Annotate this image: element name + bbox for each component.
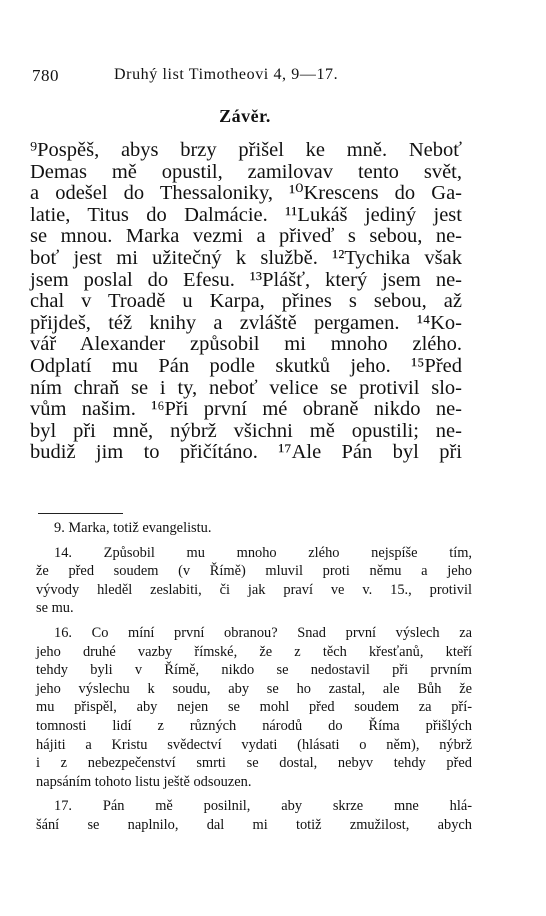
footnote-line: tehdy byli v Římě, nikdo se nedostavil při prvním xyxy=(36,662,472,679)
body-line: se mnou. Marka vezmi a přiveď s sebou, ne- xyxy=(30,225,462,248)
footnote-line: napsáním tohoto listu ještě odsouzen. xyxy=(36,773,252,790)
body-line: ním chraň se i ty, neboť velice se protivil slo- xyxy=(30,376,462,399)
footnote-line: jeho výslechu k soudu, aby se ho zastal, ale Bůh že xyxy=(36,680,472,697)
body-line: vář Alexander způsobil mi mnoho zlého. xyxy=(30,333,462,356)
body-line: budiž jim to přičítáno. ¹⁷Ale Pán byl při xyxy=(30,441,462,464)
footnote-line: vývody hleděl zeslabiti, či jak praví ve v. 15., protivil xyxy=(36,581,472,598)
footnote-line: 14. Způsobil mu mnoho zlého nejspíše tím, xyxy=(54,544,472,561)
page-header xyxy=(32,66,472,90)
footnote-line: že před soudem (v Římě) mluvil proti němu a jeho xyxy=(36,563,472,580)
footnote-separator xyxy=(38,513,123,514)
footnote-9 xyxy=(36,519,472,538)
body-line: chal v Troadě u Karpa, přines s sebou, až xyxy=(30,290,462,313)
footnote-line: 17. Pán mě posilnil, aby skrze mne hlá- xyxy=(54,798,472,815)
footnote-line: tomnosti lidí z různých národů do Říma přišlých xyxy=(36,717,472,734)
body-line: byl při mně, nýbrž všichni mě opustili; ne- xyxy=(30,419,462,442)
footnote-line: 16. Co míní první obranou? Snad první výslech za xyxy=(54,624,472,641)
footnotes xyxy=(36,519,472,841)
body-line: boť jest mi užitečný k službě. ¹²Tychika však xyxy=(30,246,462,269)
page-number: 780 xyxy=(32,66,59,85)
running-title: Druhý list Timotheovi 4, 9—17. xyxy=(114,66,339,83)
body-line: latie, Titus do Dalmácie. ¹¹Lukáš jediný jest xyxy=(30,203,462,226)
body-line: Demas mě opustil, zamilovav tento svět, xyxy=(30,160,462,183)
footnote-line: jeho druhé vazby římské, že z těch křesťanů, kteří xyxy=(36,643,472,660)
body-line: vům našim. ¹⁶Při první mé obraně nikdo ne- xyxy=(30,398,462,421)
body-line: přijdeš, též knihy a zvláště pergamen. ¹⁴Ko- xyxy=(30,311,462,334)
body-line: ⁹Pospěš, abys brzy přišel ke mně. Neboť xyxy=(30,139,462,161)
body-line: Odplatí mu Pán podle skutků jeho. ¹⁵Před xyxy=(30,354,462,377)
body-text xyxy=(30,140,462,464)
footnote-line: šání se naplnilo, dal mi totiž zmužilost, abych xyxy=(36,816,472,833)
footnote-16 xyxy=(36,624,472,791)
footnote-line: se mu. xyxy=(36,600,74,617)
section-title: Závěr. xyxy=(219,106,271,126)
footnote-line: mu přispěl, aby nejen se mohl před soudem za pří- xyxy=(36,699,472,716)
footnote-line: hájiti a Kristu svědectví vydati (hlásati o něm), nýbrž xyxy=(36,736,472,753)
footnote-line: i z nebezpečenství smrti se dostal, nebyv tehdy před xyxy=(36,755,472,772)
body-line: jsem poslal do Efesu. ¹³Plášť, který jsem ne- xyxy=(30,268,462,291)
footnote-17 xyxy=(36,797,472,834)
footnote-line: 9. Marka, totiž evangelistu. xyxy=(54,520,212,536)
footnote-14 xyxy=(36,544,472,618)
body-line: a odešel do Thessaloniky, ¹⁰Krescens do Ga- xyxy=(30,182,462,205)
